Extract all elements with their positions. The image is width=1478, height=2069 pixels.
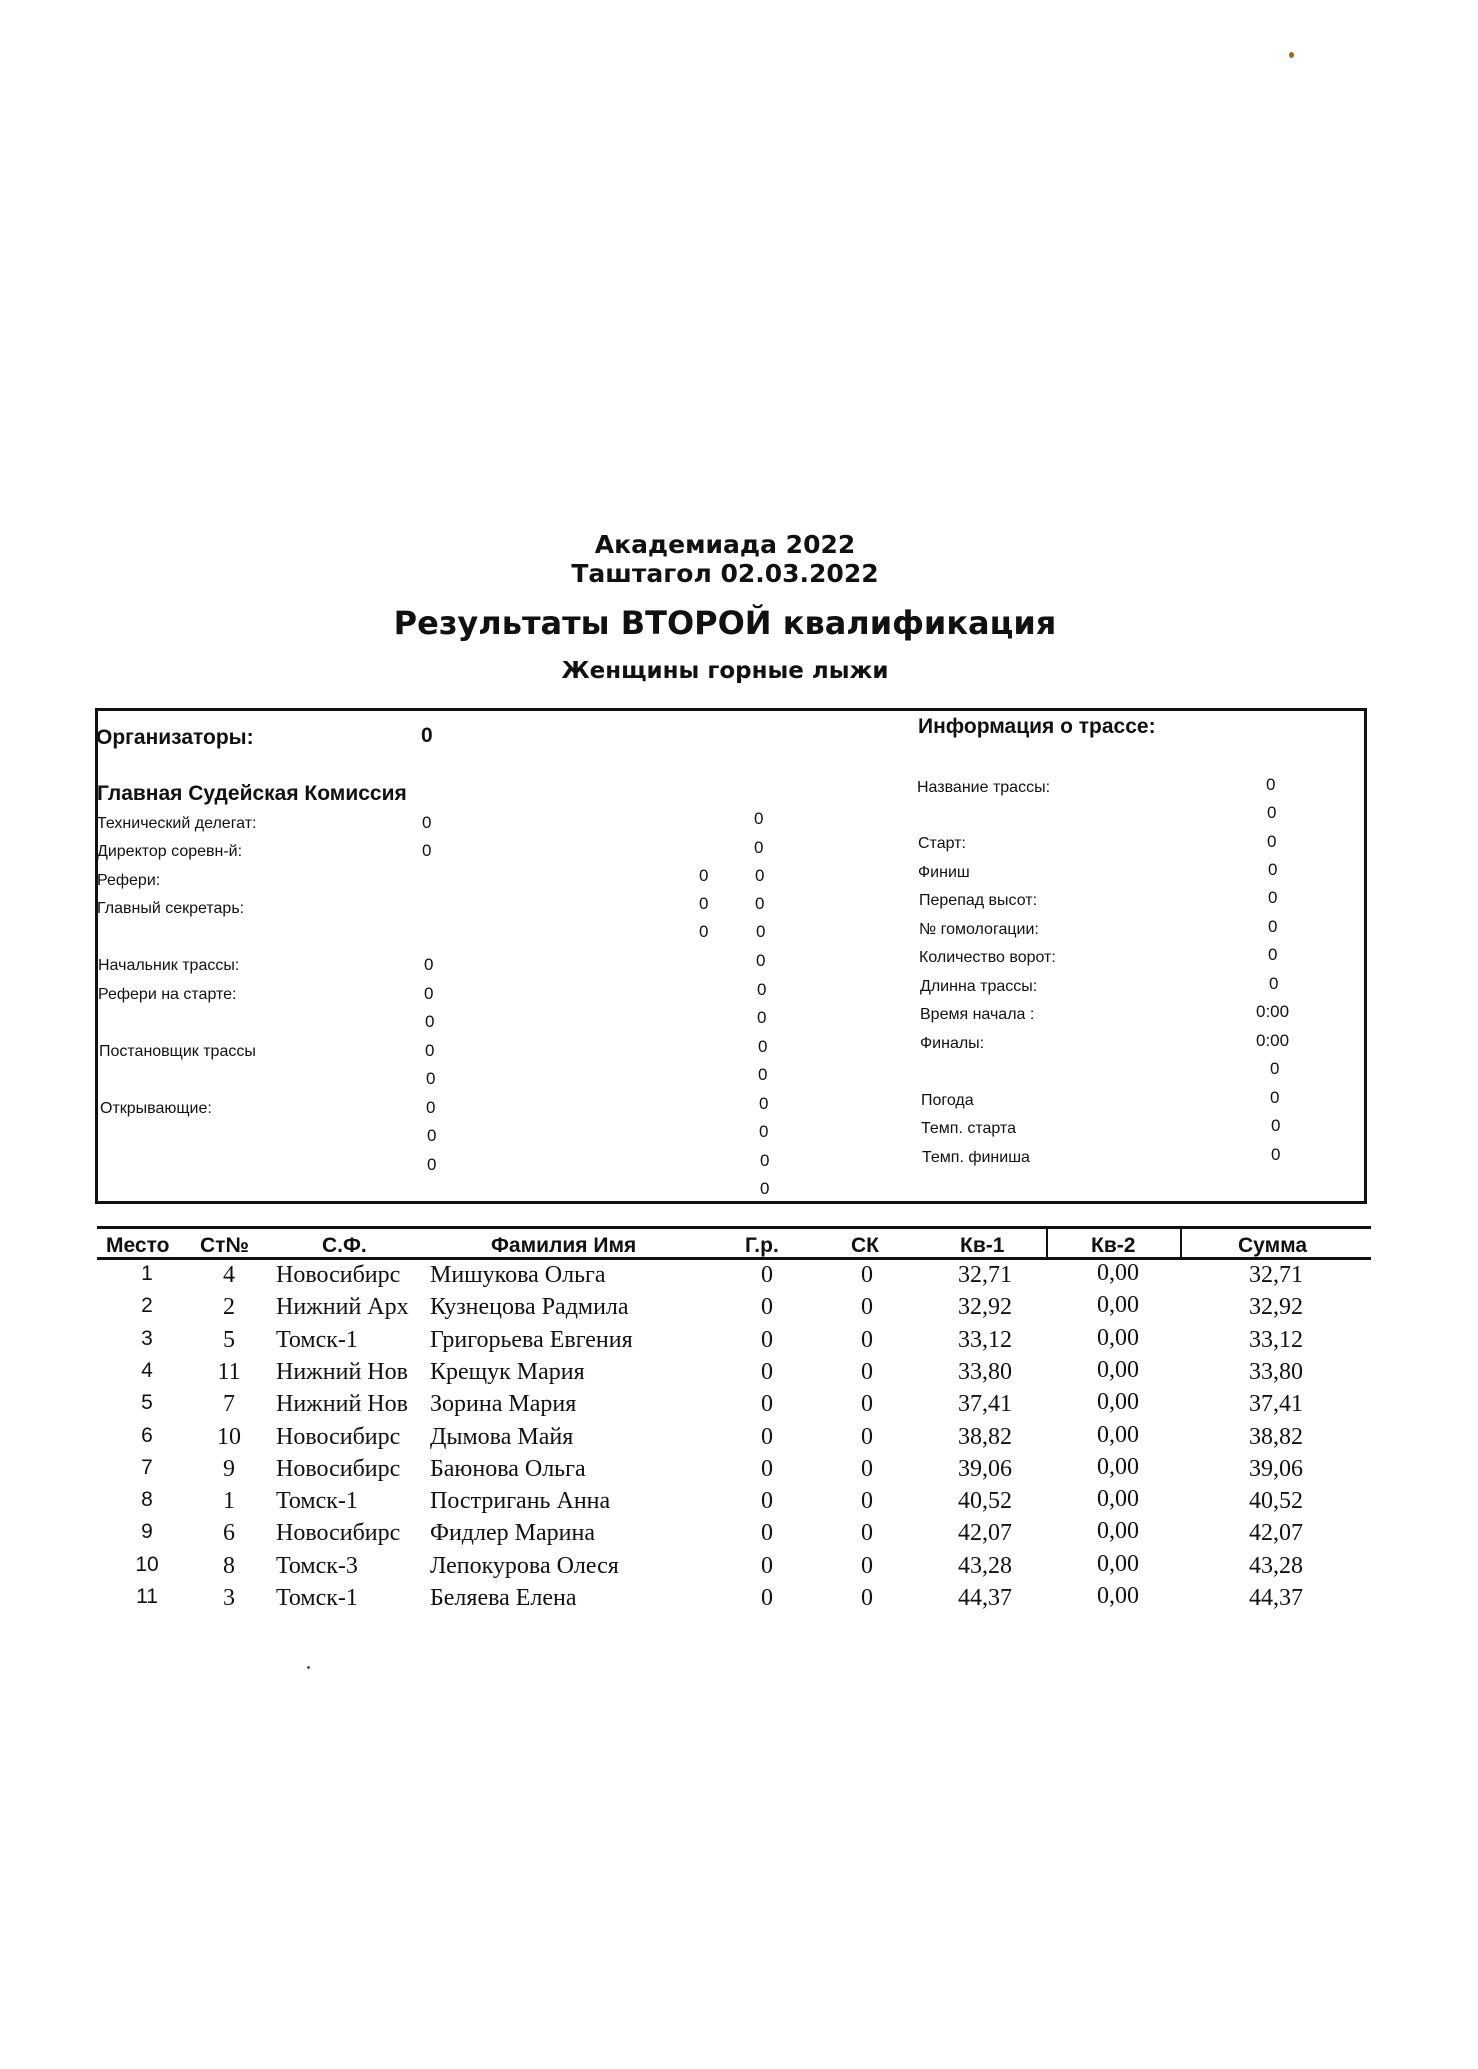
- place-cell: 2: [141, 1294, 153, 1318]
- place-cell: 1: [141, 1262, 153, 1285]
- sk-cell: 0: [861, 1488, 873, 1515]
- official-value: 0: [427, 1155, 437, 1174]
- name-cell: Баюнова Ольга: [430, 1455, 586, 1482]
- club-cell: Новосибирс: [276, 1455, 401, 1482]
- q1-cell: 40,52: [958, 1488, 1012, 1515]
- sum-cell: 40,52: [1249, 1488, 1303, 1515]
- q2-cell: 0,00: [1097, 1421, 1139, 1448]
- start-referee-label: Рефери на старте:: [98, 986, 237, 1003]
- q2-cell: 0,00: [1097, 1583, 1139, 1609]
- name-cell: Лепокурова Олеся: [430, 1552, 619, 1579]
- sk-cell: 0: [861, 1358, 873, 1385]
- sum-cell: 33,80: [1249, 1358, 1303, 1385]
- header-place: Место: [106, 1234, 170, 1257]
- bib-cell: 11: [217, 1358, 241, 1385]
- track-value: 0: [1271, 1116, 1281, 1135]
- sk-cell: 0: [861, 1391, 873, 1418]
- bib-cell: 1: [223, 1488, 235, 1515]
- year-cell: 0: [761, 1423, 773, 1450]
- track-weather-label: Погода: [921, 1092, 974, 1109]
- name-cell: Дымова Майя: [430, 1423, 574, 1450]
- page-subtitle: Женщины горные лыжи: [561, 658, 889, 684]
- bib-cell: 7: [223, 1391, 235, 1418]
- place-cell: 11: [136, 1585, 158, 1608]
- secretary-label: Главный секретарь:: [97, 900, 245, 917]
- column-divider: [1180, 1228, 1182, 1259]
- place-cell: 9: [141, 1520, 153, 1544]
- official-value: 0: [424, 984, 434, 1003]
- sum-cell: 37,41: [1249, 1391, 1303, 1418]
- official-value: 0: [759, 1122, 769, 1141]
- sk-cell: 0: [861, 1520, 873, 1547]
- track-value: 0: [1268, 917, 1278, 936]
- name-cell: Фидлер Марина: [430, 1520, 595, 1547]
- commission-title: Главная Судейская Комиссия: [97, 782, 407, 805]
- track-gates-label: Количество ворот:: [919, 949, 1056, 966]
- header-sk: СК: [851, 1234, 879, 1257]
- club-cell: Томск-1: [276, 1585, 358, 1611]
- q1-cell: 32,92: [958, 1294, 1012, 1321]
- track-finals-label: Финалы:: [920, 1035, 985, 1052]
- q1-cell: 37,41: [958, 1391, 1012, 1418]
- track-finish-label: Финиш: [918, 864, 970, 881]
- place-cell: 6: [141, 1423, 153, 1447]
- sum-cell: 38,82: [1249, 1423, 1303, 1450]
- sum-cell: 44,37: [1249, 1585, 1303, 1611]
- club-cell: Нижний Нов: [276, 1358, 408, 1385]
- sk-cell: 0: [861, 1326, 873, 1353]
- q2-cell: 0,00: [1097, 1260, 1139, 1286]
- official-value: 0: [422, 813, 432, 832]
- name-cell: Крещук Мария: [430, 1358, 585, 1385]
- q1-cell: 33,12: [958, 1326, 1012, 1353]
- place-cell: 8: [141, 1488, 153, 1512]
- bib-cell: 2: [223, 1294, 235, 1321]
- bib-cell: 8: [223, 1552, 235, 1579]
- header-name: Фамилия Имя: [491, 1234, 637, 1257]
- q1-cell: 32,71: [958, 1262, 1012, 1288]
- header-year: Г.р.: [745, 1234, 779, 1257]
- page-title: Результаты ВТОРОЙ квалификация: [393, 604, 1057, 642]
- official-value: 0: [425, 1041, 435, 1060]
- year-cell: 0: [761, 1326, 773, 1353]
- official-value: 0: [754, 838, 764, 857]
- club-cell: Новосибирс: [276, 1262, 401, 1288]
- club-cell: Нижний Нов: [276, 1391, 408, 1418]
- event-place-date: Таштагол 02.03.2022: [571, 559, 879, 588]
- sum-cell: 42,07: [1249, 1520, 1303, 1547]
- official-value: 0: [756, 951, 766, 970]
- q1-cell: 42,07: [958, 1520, 1012, 1547]
- track-value: 0:00: [1256, 1031, 1290, 1050]
- scan-speck: [307, 1666, 310, 1669]
- track-value: 0: [1269, 974, 1279, 993]
- tech-delegate-label: Технический делегат:: [97, 815, 257, 832]
- official-value: 0: [755, 894, 765, 913]
- bib-cell: 10: [217, 1423, 241, 1450]
- sum-cell: 33,12: [1249, 1326, 1303, 1353]
- place-cell: 4: [141, 1358, 153, 1382]
- track-value: 0: [1266, 775, 1276, 794]
- official-value: 0: [699, 894, 709, 913]
- sk-cell: 0: [861, 1423, 873, 1450]
- official-value: 0: [757, 1008, 767, 1027]
- q2-cell: 0,00: [1097, 1356, 1139, 1383]
- header-bib: Ст№: [200, 1234, 249, 1257]
- club-cell: Томск-1: [276, 1326, 358, 1353]
- track-info-title: Информация о трассе:: [918, 715, 1156, 738]
- official-value: 0: [699, 922, 709, 941]
- sk-cell: 0: [861, 1585, 873, 1611]
- name-cell: Григорьева Евгения: [430, 1326, 633, 1353]
- official-value: 0: [754, 809, 764, 828]
- name-cell: Постригань Анна: [430, 1488, 611, 1515]
- track-value: 0: [1270, 1059, 1280, 1078]
- club-cell: Томск-1: [276, 1488, 358, 1515]
- referee-label: Рефери:: [97, 872, 161, 889]
- official-value: 0: [755, 866, 765, 885]
- club-cell: Новосибирс: [276, 1520, 401, 1547]
- official-value: 0: [760, 1179, 770, 1198]
- sk-cell: 0: [861, 1294, 873, 1321]
- track-value: 0: [1268, 860, 1278, 879]
- sum-cell: 43,28: [1249, 1552, 1303, 1579]
- bib-cell: 3: [223, 1585, 235, 1611]
- sum-cell: 32,71: [1249, 1262, 1303, 1288]
- q1-cell: 38,82: [958, 1423, 1012, 1450]
- track-length-label: Длинна трассы:: [920, 978, 1038, 995]
- name-cell: Кузнецова Радмила: [430, 1294, 629, 1321]
- track-value: 0: [1270, 1088, 1280, 1107]
- year-cell: 0: [761, 1262, 773, 1288]
- header-sum: Сумма: [1238, 1234, 1308, 1257]
- header-q2: Кв-2: [1091, 1234, 1136, 1257]
- q2-cell: 0,00: [1097, 1518, 1139, 1545]
- track-homologation-label: № гомологации:: [919, 921, 1039, 938]
- header-q1: Кв-1: [960, 1234, 1005, 1257]
- official-value: 0: [759, 1094, 769, 1113]
- q2-cell: 0,00: [1097, 1324, 1139, 1351]
- bib-cell: 6: [223, 1520, 235, 1547]
- track-start-time-label: Время начала :: [920, 1006, 1035, 1023]
- course-chief-label: Начальник трассы:: [98, 957, 240, 974]
- event-name: Академиада 2022: [594, 530, 856, 559]
- q2-cell: 0,00: [1097, 1453, 1139, 1480]
- official-value: 0: [422, 841, 432, 860]
- track-drop-label: Перепад высот:: [919, 892, 1038, 909]
- year-cell: 0: [761, 1585, 773, 1611]
- track-start-label: Старт:: [918, 835, 966, 852]
- track-value: 0: [1267, 832, 1277, 851]
- track-start-temp-label: Темп. старта: [921, 1120, 1016, 1137]
- sk-cell: 0: [861, 1262, 873, 1288]
- header-club: С.Ф.: [322, 1234, 367, 1257]
- year-cell: 0: [761, 1520, 773, 1547]
- place-cell: 10: [135, 1552, 159, 1576]
- scan-speck: [1289, 52, 1294, 58]
- track-value: 0: [1268, 945, 1278, 964]
- club-cell: Нижний Арх: [276, 1294, 409, 1321]
- bib-cell: 9: [223, 1455, 235, 1482]
- club-cell: Томск-3: [276, 1552, 358, 1579]
- track-value: 0:00: [1256, 1002, 1290, 1021]
- q1-cell: 33,80: [958, 1358, 1012, 1385]
- official-value: 0: [760, 1151, 770, 1170]
- q2-cell: 0,00: [1097, 1486, 1139, 1513]
- official-value: 0: [426, 1069, 436, 1088]
- year-cell: 0: [761, 1455, 773, 1482]
- official-value: 0: [758, 1065, 768, 1084]
- q2-cell: 0,00: [1097, 1292, 1139, 1319]
- sum-cell: 32,92: [1249, 1294, 1303, 1321]
- year-cell: 0: [761, 1488, 773, 1515]
- year-cell: 0: [761, 1391, 773, 1418]
- official-value: 0: [427, 1126, 437, 1145]
- track-finish-temp-label: Темп. финиша: [922, 1149, 1030, 1166]
- q1-cell: 39,06: [958, 1455, 1012, 1482]
- column-divider: [1046, 1228, 1048, 1259]
- name-cell: Зорина Мария: [430, 1391, 577, 1418]
- track-value: 0: [1271, 1145, 1281, 1164]
- course-setter-label: Постановщик трассы: [99, 1043, 256, 1060]
- name-cell: Мишукова Ольга: [430, 1262, 606, 1288]
- official-value: 0: [425, 1012, 435, 1031]
- year-cell: 0: [761, 1294, 773, 1321]
- name-cell: Беляева Елена: [430, 1585, 577, 1611]
- place-cell: 7: [141, 1455, 153, 1479]
- year-cell: 0: [761, 1552, 773, 1579]
- organizers-value: 0: [421, 724, 433, 747]
- place-cell: 5: [141, 1391, 153, 1415]
- year-cell: 0: [761, 1358, 773, 1385]
- official-value: 0: [424, 955, 434, 974]
- track-name-label: Название трассы:: [917, 779, 1051, 796]
- track-value: 0: [1267, 803, 1277, 822]
- forerunners-label: Открывающие:: [100, 1100, 212, 1117]
- official-value: 0: [758, 1037, 768, 1056]
- official-value: 0: [699, 866, 709, 885]
- q2-cell: 0,00: [1097, 1550, 1139, 1577]
- q1-cell: 43,28: [958, 1552, 1012, 1579]
- bib-cell: 5: [223, 1326, 235, 1353]
- official-value: 0: [757, 980, 767, 999]
- sum-cell: 39,06: [1249, 1455, 1303, 1482]
- sk-cell: 0: [861, 1552, 873, 1579]
- q1-cell: 44,37: [958, 1585, 1012, 1611]
- official-value: 0: [426, 1098, 436, 1117]
- club-cell: Новосибирс: [276, 1423, 401, 1450]
- bib-cell: 4: [223, 1262, 235, 1288]
- q2-cell: 0,00: [1097, 1389, 1139, 1416]
- director-label: Директор соревн-й:: [97, 843, 243, 860]
- track-value: 0: [1268, 888, 1278, 907]
- official-value: 0: [756, 922, 766, 941]
- sk-cell: 0: [861, 1455, 873, 1482]
- organizers-label: Организаторы:: [96, 726, 254, 749]
- place-cell: 3: [141, 1326, 153, 1350]
